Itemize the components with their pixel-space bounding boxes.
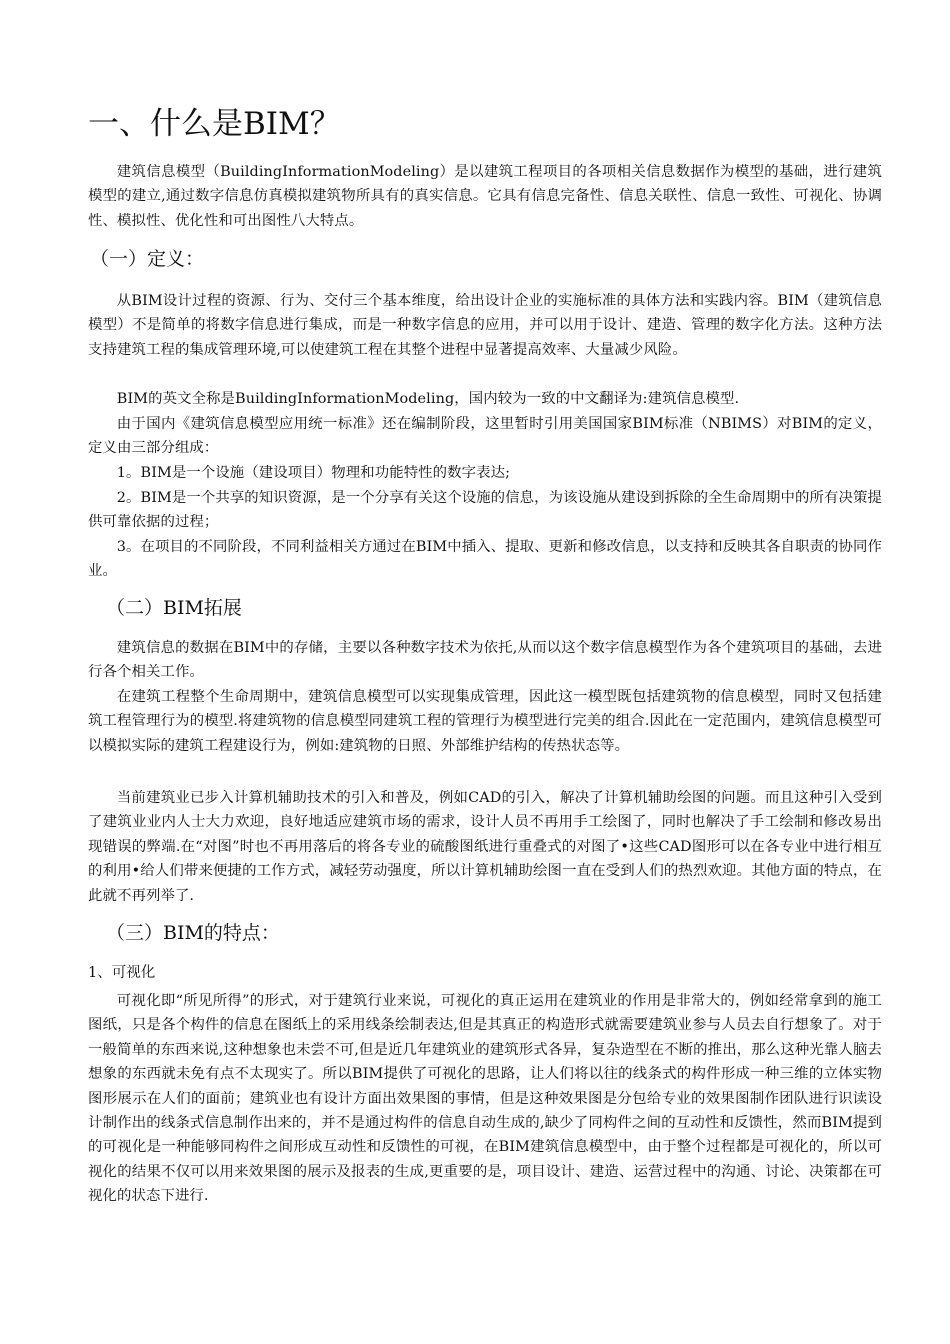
section-heading-bim-extension: （二）BIM拓展 <box>106 597 242 619</box>
section-heading-bim-features: （三）BIM的特点： <box>106 922 280 944</box>
definition-list-item-2: 2。BIM是一个共享的知识资源，是一个分享有关这个设施的信息，为该设施从建设到拆除的全生命周期中的所有决策提供可靠依据的过程； <box>88 490 882 531</box>
section-heading-definition: （一）定义： <box>90 248 205 270</box>
definition-paragraph-1: 从BIM设计过程的资源、行为、交付三个基本维度，给出设计企业的实施标准的具体方法和实践内容。BIM（建筑信息模型）不是简单的将数字信息进行集成，而是一种数字信息的应用，并可以用于设计、建造、管理的数字化方法。这种方法支持建筑工程的集成管理环境,可以使建筑工程在其整个进程中显著提高效率、大量减少风险。 <box>88 293 882 358</box>
page-title: 一、什么是BIM？ <box>88 106 341 142</box>
extension-paragraph-1: 建筑信息的数据在BIM中的存储，主要以各种数字技术为依托,从而以这个数字信息模型作为各个建筑项目的基础，去进行各个相关工作。 <box>88 640 882 681</box>
extension-paragraph-2: 在建筑工程整个生命周期中，建筑信息模型可以实现集成管理，因此这一模型既包括建筑物的信息模型，同时又包括建筑工程管理行为的模型.将建筑物的信息模型同建筑工程的管理行为模型进行完美的组合.因此在一定范围内，建筑信息模型可以模拟实际的建筑工程建设行为，例如:建筑物的日照、外部维护结构的传热状态等。 <box>88 689 882 754</box>
subsection-heading-visualization: 1、可视化 <box>88 965 156 981</box>
definition-list-item-1: 1。BIM是一个设施（建设项目）物理和功能特性的数字表达; <box>116 465 511 481</box>
extension-paragraph-3: 当前建筑业已步入计算机辅助技术的引入和普及，例如CAD的引入，解决了计算机辅助绘图的问题。而且这种引入受到了建筑业业内人士大力欢迎，良好地适应建筑市场的需求，设计人员不再用手工绘图了，同时也解决了手工绘制和修改易出现错误的弊端.在“对图”时也不再用落后的将各专业的硫酸图纸进行重叠式的对图了•这些CAD图形可以在各专业中进行相互的利用•给人们带来便捷的工作方式，减轻劳动强度，所以计算机辅助绘图一直在受到人们的热烈欢迎。其他方面的特点，在此就不再列举了. <box>88 790 882 904</box>
definition-list-item-3: 3。在项目的不同阶段，不同利益相关方通过在BIM中插入、提取、更新和修改信息，以支持和反映其各自职责的协同作业。 <box>88 539 882 580</box>
definition-paragraph-3: 由于国内《建筑信息模型应用统一标准》还在编制阶段，这里暂时引用美国国家BIM标准（NBIMS）对BIM的定义，定义由三部分组成： <box>88 416 882 457</box>
visualization-paragraph: 可视化即“所见所得”的形式，对于建筑行业来说，可视化的真正运用在建筑业的作用是非常大的，例如经常拿到的施工图纸，只是各个构件的信息在图纸上的采用线条绘制表达,但是其真正的构造形式就需要建筑业参与人员去自行想象了。对于一般简单的东西来说,这种想象也未尝不可,但是近几年建筑业的建筑形式各异，复杂造型在不断的推出，那么这种光靠人脑去想象的东西就未免有点不太现实了。所以BIM提供了可视化的思路，让人们将以往的线条式的构件形成一种三维的立体实物图形展示在人们的面前；建筑业也有设计方面出效果图的事情，但是这种效果图是分包给专业的效果图制作团队进行识读设计制作出的线条式信息制作出来的，并不是通过构件的信息自动生成的,缺少了同构件之间的互动性和反馈性，然而BIM提到的可视化是一种能够同构件之间形成互动性和反馈性的可视，在BIM建筑信息模型中，由于整个过程都是可视化的，所以可视化的结果不仅可以用来效果图的展示及报表的生成,更重要的是，项目设计、建造、运营过程中的沟通、讨论、决策都在可视化的状态下进行. <box>88 993 882 1205</box>
definition-paragraph-2: BIM的英文全称是BuildingInformationModeling，国内较为一致的中文翻译为:建筑信息模型. <box>116 391 740 407</box>
intro-paragraph: 建筑信息模型（BuildingInformationModeling）是以建筑工程项目的各项相关信息数据作为模型的基础，进行建筑模型的建立,通过数字信息仿真模拟建筑物所具有的真实信息。它具有信息完备性、信息关联性、信息一致性、可视化、协调性、模拟性、优化性和可出图性八大特点。 <box>88 164 882 229</box>
